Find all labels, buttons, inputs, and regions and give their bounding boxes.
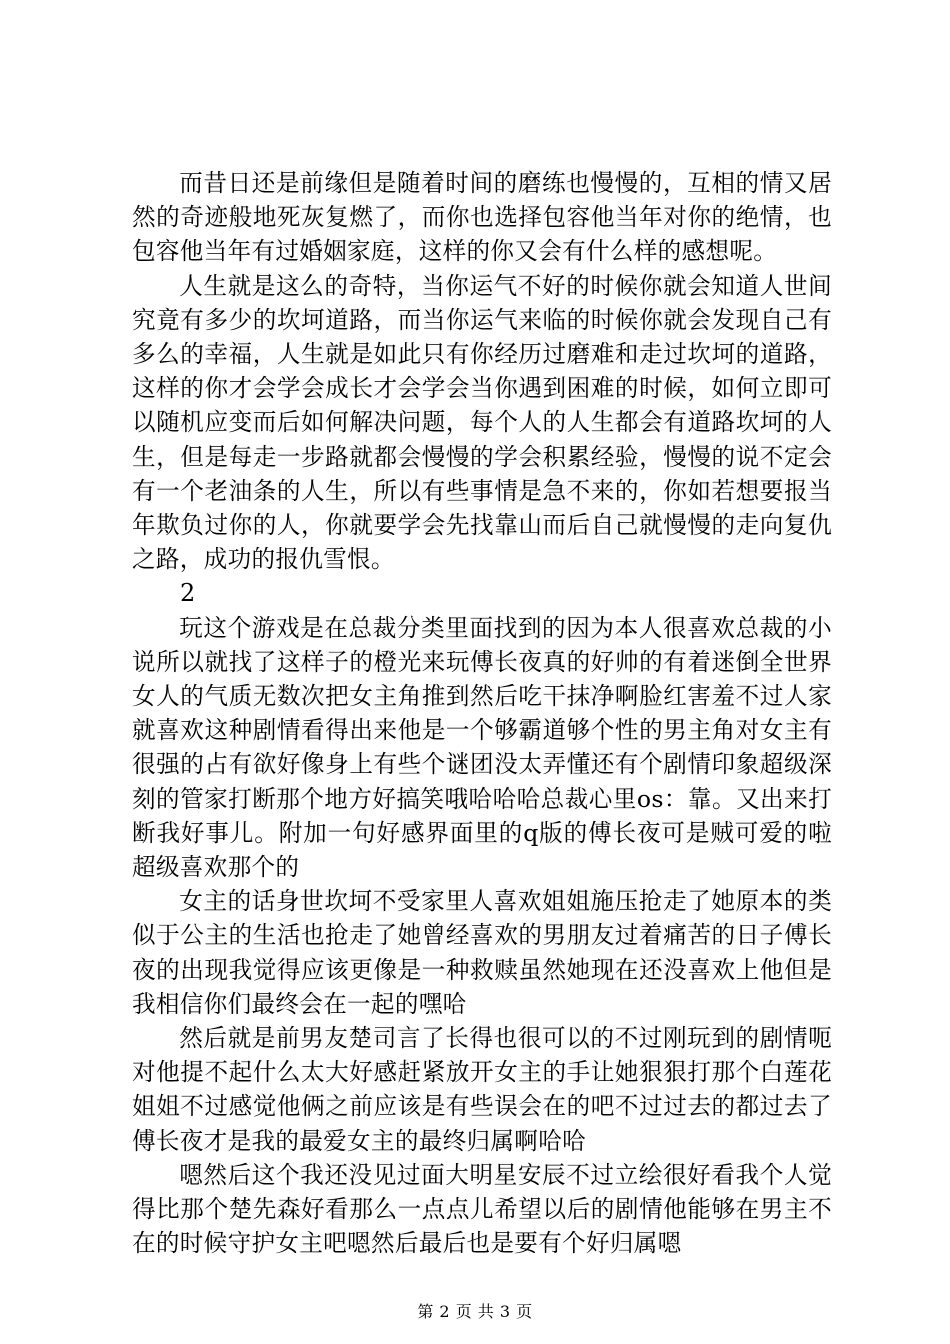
document-body: [132, 166, 832, 1261]
paragraph: 人生就是这么的奇特，当你运气不好的时候你就会知道人世间究竟有多少的坎坷道路，而当你运气来临的时候你就会发现自己有多么的幸福，人生就是如此只有你经历过磨难和走过坎坷的道路，这样的你才会学会成长才会学会当你遇到困难的时候，如何立即可以随机应变而后如何解决问题，每个人的人生都会有道路坎坷的人生，但是每走一步路就都会慢慢的学会积累经验，慢慢的说不定会有一个老油条的人生，所以有些事情是急不来的，你如若想要报当年欺负过你的人，你就要学会先找靠山而后自己就慢慢的走向复仇之路，成功的报仇雪恨。: [132, 271, 832, 574]
paragraph: 玩这个游戏是在总裁分类里面找到的因为本人很喜欢总裁的小说所以就找了这样子的橙光来玩傅长夜真的好帅的有着迷倒全世界女人的气质无数次把女主角推到然后吃干抹净啊脸红害羞不过人家就喜欢这种剧情看得出来他是一个够霸道够个性的男主角对女主有很强的占有欲好像身上有些个谜团没太弄懂还有个剧情印象超级深刻的管家打断那个地方好搞笑哦哈哈哈总裁心里os：靠。又出来打断我好事儿。附加一句好感界面里的q版的傅长夜可是贼可爱的啦超级喜欢那个的: [132, 613, 832, 882]
paragraph: 女主的话身世坎坷不受家里人喜欢姐姐施压抢走了她原本的类似于公主的生活也抢走了她曾经喜欢的男朋友过着痛苦的日子傅长夜的出现我觉得应该更像是一种救赎虽然她现在还没喜欢上他但是我相信你们最终会在一起的嘿哈: [132, 887, 832, 1018]
paragraph: 嗯然后这个我还没见过面大明星安辰不过立绘很好看我个人觉得比那个楚先森好看那么一点点儿希望以后的剧情他能够在男主不在的时候守护女主吧嗯然后最后也是要有个好归属嗯: [132, 1160, 832, 1258]
page-footer: 第 2 页 共 3 页: [417, 1302, 533, 1321]
section-number: 2: [180, 579, 196, 608]
paragraph: 而昔日还是前缘但是随着时间的磨练也慢慢的，互相的情又居然的奇迹般地死灰复燃了，而你也选择包容他当年对你的绝情，也包容他当年有过婚姻家庭，这样的你又会有什么样的感想呢。: [132, 169, 832, 266]
paragraph: 然后就是前男友楚司言了长得也很可以的不过刚玩到的剧情呃对他提不起什么太大好感赶紧放开女主的手让她狠狠打那个白莲花姐姐不过感觉他俩之前应该是有些误会在的吧不过过去的都过去了傅长夜才是我的最爱女主的最终归属啊哈哈: [132, 1024, 832, 1155]
